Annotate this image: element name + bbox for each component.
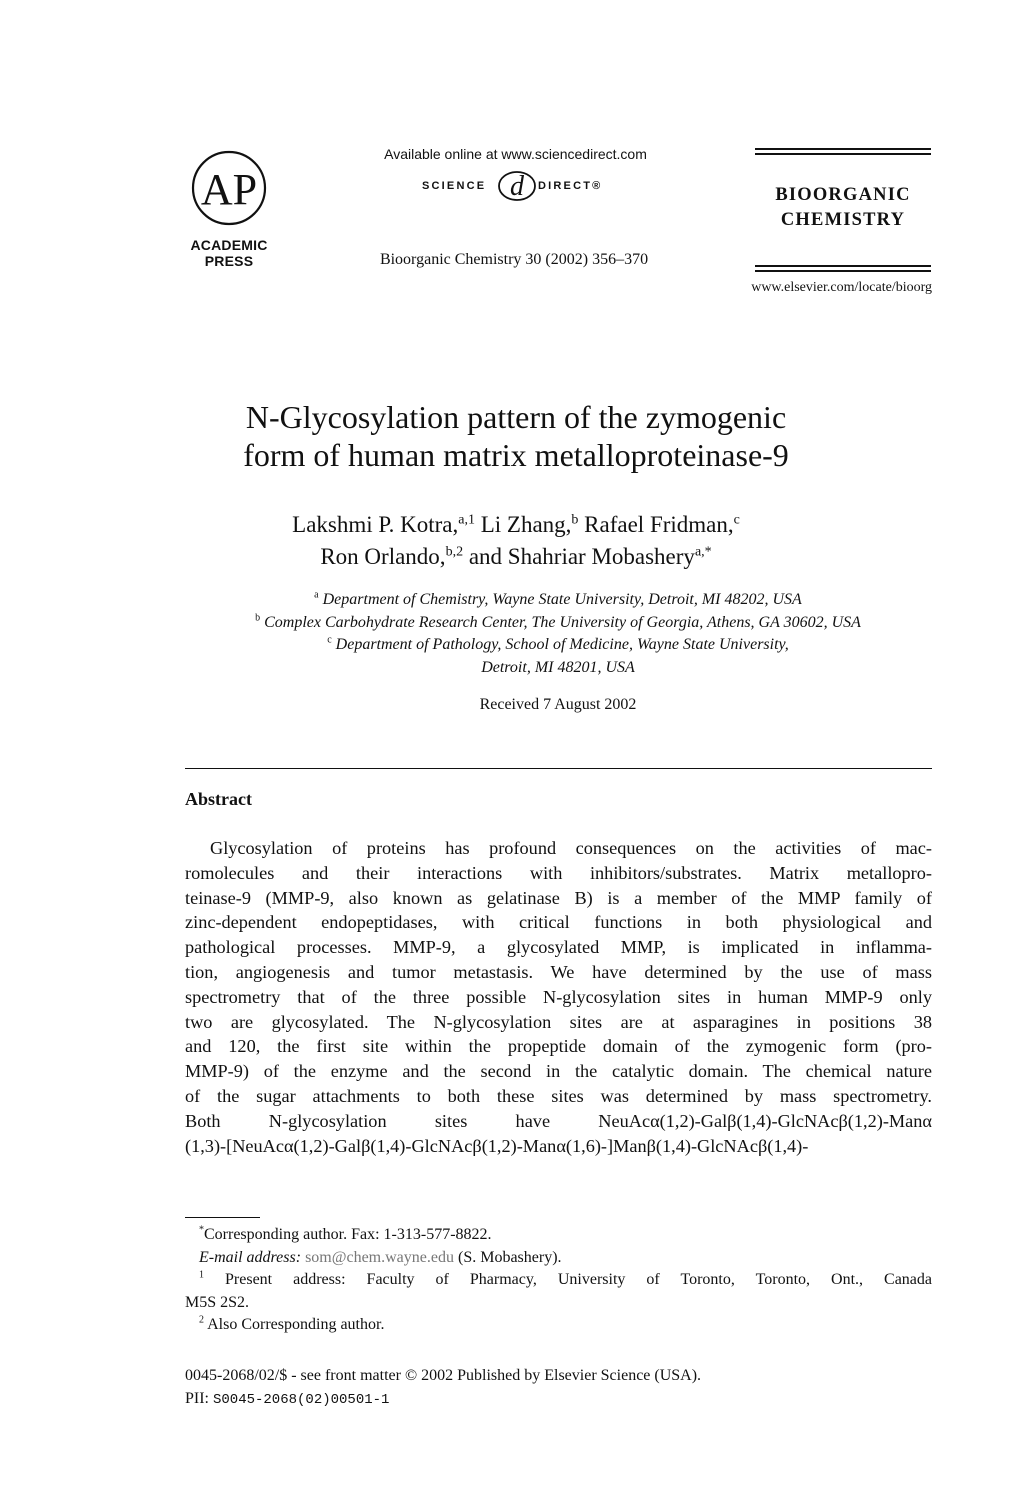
footnotes bbox=[185, 1224, 932, 1337]
abstract-line: MMP-9) of the enzyme and the second in the catalytic domain. The chemical nature bbox=[185, 1061, 932, 1082]
abstract-line: and 120, the first site within the propeptide domain of the zymogenic form (pro- bbox=[185, 1036, 932, 1057]
sciencedirect-logo bbox=[420, 168, 615, 204]
abstract-body bbox=[185, 836, 932, 1158]
abstract-heading: Abstract bbox=[185, 789, 252, 809]
affiliation-a: $^a$ Department of Chemistry, Wayne State University, Detroit, MI 48202, USA bbox=[314, 589, 802, 608]
abstract-line: of the sugar attachments to both these sites was determined by mass spectrometry. bbox=[185, 1085, 932, 1106]
article-title: N-Glycosylation pattern of the zymogenic form of human matrix metalloproteinase-9 bbox=[243, 399, 789, 473]
sciencedirect-word-science: SCIENCE bbox=[422, 180, 487, 192]
academic-press-logo bbox=[190, 148, 268, 228]
affiliation-c: $^c$ Department of Pathology, School of Medicine, Wayne State University, bbox=[327, 634, 789, 653]
author-affil-mark: b bbox=[571, 512, 579, 528]
svg-text:d: d bbox=[510, 171, 524, 202]
journal-top-rule-1 bbox=[755, 148, 931, 150]
available-online-text: Available online at www.sciencedirect.com bbox=[384, 146, 647, 162]
author-name: Rafael Fridman, bbox=[584, 512, 734, 537]
author-name: Li Zhang, bbox=[480, 512, 572, 537]
footnote-1-cont: M5S 2S2. bbox=[185, 1293, 250, 1311]
journal-name: BIOORGANIC CHEMISTRY bbox=[775, 185, 911, 230]
affiliations bbox=[150, 589, 966, 679]
abstract-line: Glycosylation of proteins has profound consequences on the activities of mac- bbox=[210, 838, 932, 858]
abstract-line: zinc-dependent endopeptidases, with critical functions in both physiological and bbox=[185, 912, 932, 933]
journal-url[interactable]: www.elsevier.com/locate/bioorg bbox=[751, 280, 932, 295]
author-list bbox=[120, 509, 912, 573]
email-link[interactable]: som@chem.wayne.edu bbox=[305, 1248, 454, 1266]
abstract-line: two are glycosylated. The N-glycosylation sites are at asparagines in positions 38 bbox=[185, 1011, 932, 1032]
footnote-2: $^2$ Also Corresponding author. bbox=[199, 1314, 385, 1333]
journal-bottom-rule-1 bbox=[755, 265, 931, 267]
received-date: Received 7 August 2002 bbox=[479, 696, 637, 713]
journal-bottom-rule-2 bbox=[755, 270, 931, 272]
sciencedirect-word-direct: DIRECT® bbox=[538, 180, 603, 192]
abstract-line: pathological processes. MMP-9, a glycosylated MMP, is implicated in inflamma- bbox=[185, 937, 932, 958]
abstract-line: (1,3)-[NeuAcα(1,2)-Galβ(1,4)-GlcNAcβ(1,2)-Manα(1,6)-]Manβ(1,4)-GlcNAcβ(1,4)- bbox=[185, 1135, 809, 1156]
publisher-name: ACADEMIC PRESS bbox=[190, 237, 268, 269]
author-affil-mark: b,2 bbox=[445, 544, 464, 560]
journal-top-rule-2 bbox=[755, 153, 931, 155]
author-name: Lakshmi P. Kotra, bbox=[292, 512, 459, 537]
abstract-line: spectrometry that of the three possible N-glycosylation sites in human MMP-9 only bbox=[185, 986, 932, 1007]
author-connector: and bbox=[468, 544, 503, 569]
affiliation-c-cont: Detroit, MI 48201, USA bbox=[481, 658, 635, 676]
footnote-corresponding: *Corresponding author. Fax: 1-313-577-8822. bbox=[199, 1224, 492, 1243]
author-name: Ron Orlando, bbox=[320, 544, 446, 569]
author-affil-mark: a,* bbox=[694, 544, 712, 560]
journal-reference: Bioorganic Chemistry 30 (2002) 356–370 bbox=[379, 251, 649, 268]
abstract-line: romolecules and their interactions with inhibitors/substrates. Matrix metallopro- bbox=[185, 862, 932, 883]
author-name: Shahriar Mobashery bbox=[507, 544, 695, 569]
bottom-info bbox=[185, 1365, 932, 1411]
footnote-divider bbox=[185, 1217, 260, 1218]
abstract-line: tion, angiogenesis and tumor metastasis. We have determined by the use of mass bbox=[185, 961, 932, 982]
copyright-line: 0045-2068/02/$ - see front matter © 2002 Published by Elsevier Science (USA). bbox=[185, 1367, 702, 1384]
sciencedirect-d-icon bbox=[496, 168, 538, 204]
footnote-1: $^1$ Present address: Faculty of Pharmacy, University of Toronto, Toronto, Ont., Canada bbox=[199, 1269, 933, 1288]
svg-text:AP: AP bbox=[200, 165, 258, 214]
pii-line: PII: S0045-2068(02)00501-1 bbox=[185, 1389, 390, 1408]
author-affil-mark: c bbox=[733, 512, 740, 528]
abstract-line: teinase-9 (MMP-9, also known as gelatinase B) is a member of the MMP family of bbox=[185, 887, 932, 908]
footnote-email: E-mail address: som@chem.wayne.edu (S. Mobashery). bbox=[199, 1248, 562, 1266]
author-affil-mark: a,1 bbox=[458, 512, 475, 528]
affiliation-b: $^b$ Complex Carbohydrate Research Center, The University of Georgia, Athens, GA 30602, USA bbox=[255, 612, 861, 631]
section-divider bbox=[185, 768, 932, 769]
abstract-line: Both N-glycosylation sites have NeuAcα(1,2)-Galβ(1,4)-GlcNAcβ(1,2)-Manα bbox=[185, 1110, 932, 1131]
